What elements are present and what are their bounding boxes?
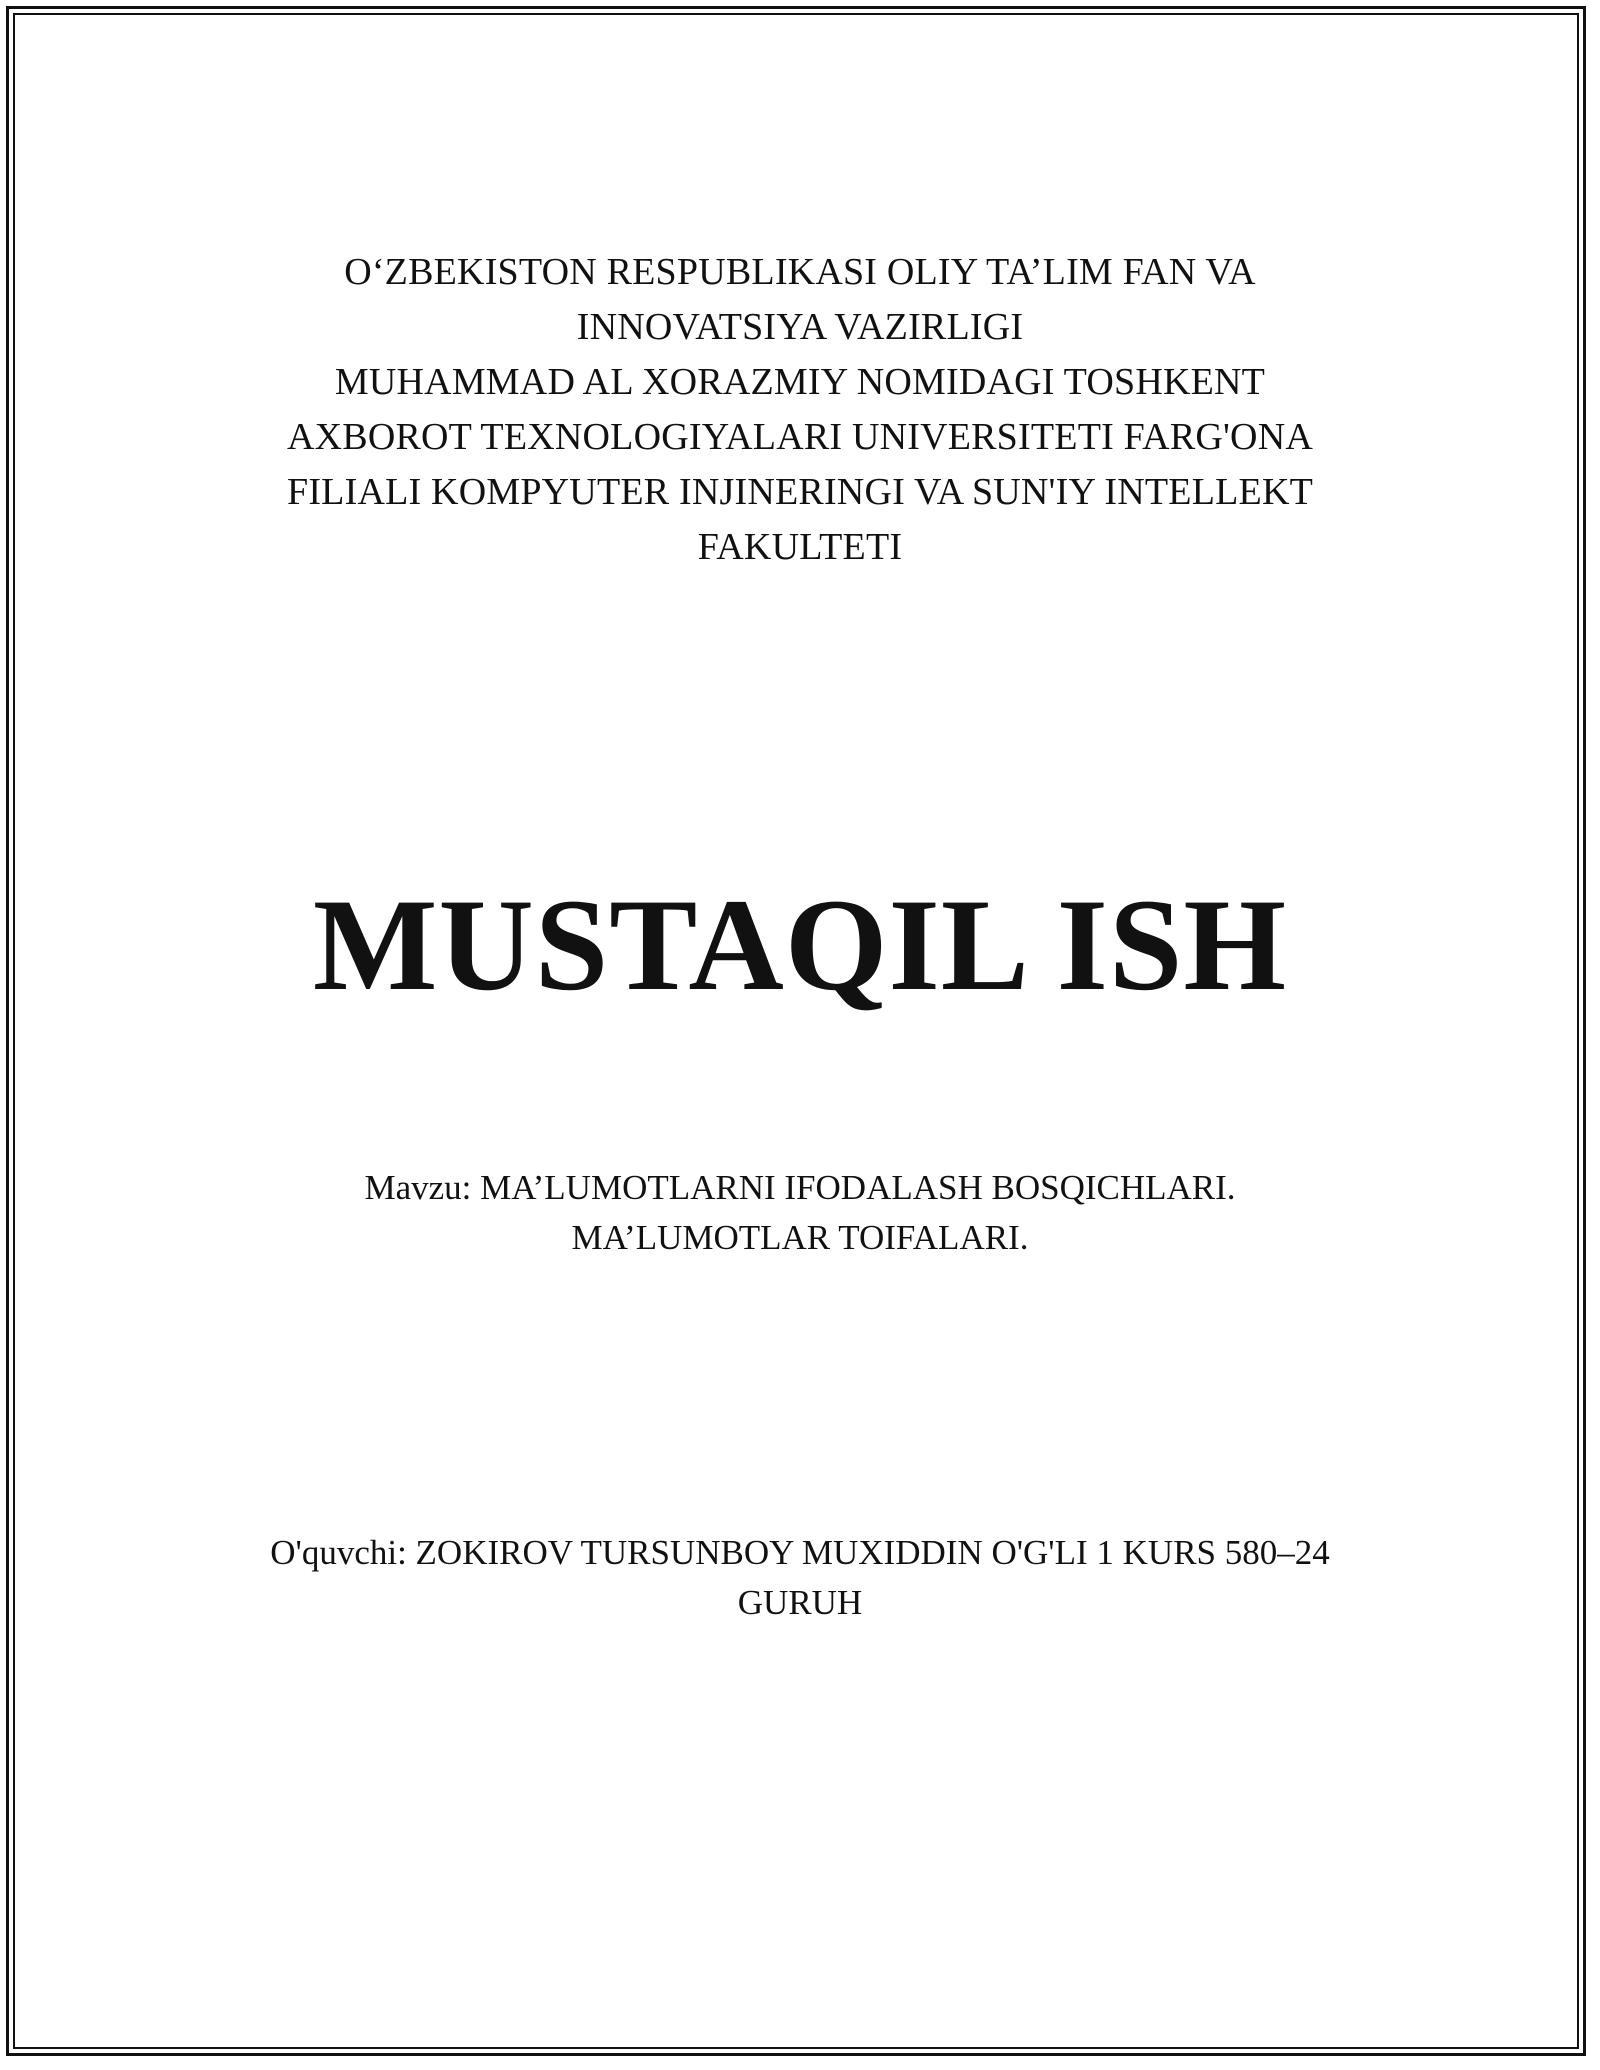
header-line: INNOVATSIYA VAZIRLIGI	[576, 306, 1024, 348]
header-line: MUHAMMAD AL XORAZMIY NOMIDAGI TOSHKENT	[334, 361, 1266, 403]
student-line: GURUH	[737, 1583, 863, 1622]
student-block	[200, 1528, 1400, 1628]
document-title: MUSTAQIL ISH	[312, 871, 1288, 1018]
topic-line: MA’LUMOTLAR TOIFALARI.	[571, 1218, 1029, 1257]
header-line: FAKULTETI	[697, 526, 903, 568]
topic-block	[200, 1163, 1400, 1263]
institution-header	[200, 245, 1400, 575]
topic-line: Mavzu: MA’LUMOTLARNI IFODALASH BOSQICHLARI.	[364, 1168, 1236, 1207]
student-line: O'quvchi: ZOKIROV TURSUNBOY MUXIDDIN O'G'LI 1 KURS 580–24	[270, 1533, 1330, 1572]
header-line: AXBOROT TEXNOLOGIYALARI UNIVERSITETI FARG'ONA	[287, 416, 1313, 458]
header-line: FILIALI KOMPYUTER INJINERINGI VA SUN'IY INTELLEKT	[286, 471, 1314, 513]
header-line: O‘ZBEKISTON RESPUBLIKASI OLIY TA’LIM FAN VA	[344, 251, 1256, 293]
